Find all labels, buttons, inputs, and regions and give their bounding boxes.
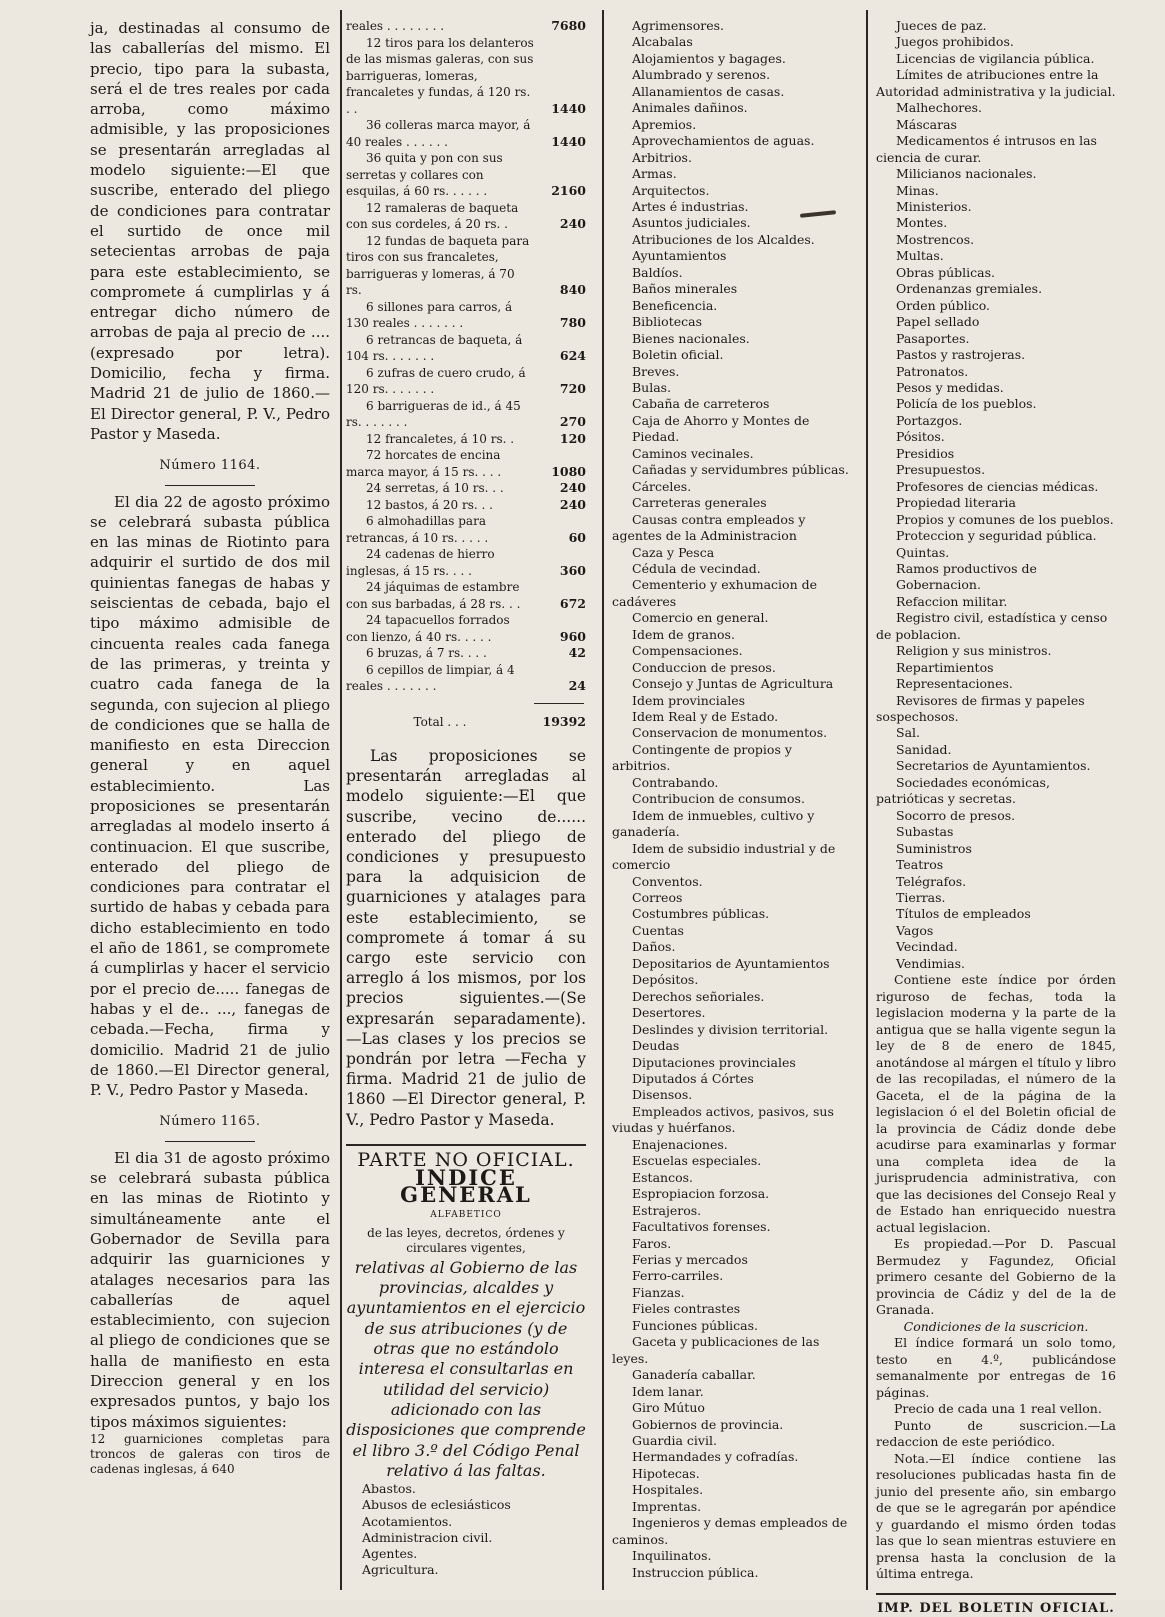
index-entry: Sal. [896,725,920,741]
index-entry: Portazgos. [896,412,963,428]
price-description: 6 barrigueras de id., á 45 rs. . . . . . . [346,398,521,429]
price-amount: 60 [568,529,586,545]
index-entry: Allanamientos de casas. [632,83,785,99]
index-entry: Cárceles. [632,478,692,494]
price-description: 6 almohadillas para retrancas, á 10 rs. . . . . [346,514,489,545]
total-value: 19392 [542,713,586,729]
index-entry: Asuntos judiciales. [632,215,751,231]
index-entry: Agricultura. [362,1562,439,1578]
index-entry: Comercio en general. [632,610,769,626]
price-description: 24 cadenas de hierro inglesas, á 15 rs. . . . [346,547,495,578]
column-rule [340,10,342,1590]
index-entry: Vendimias. [896,955,966,971]
price-row [346,200,586,233]
index-entry: Pastos y rastrojeras. [896,347,1026,363]
index-entry: Pesos y medidas. [896,379,1004,395]
price-description: 6 cepillos de limpiar, á 4 reales . . . . . . . [346,662,515,693]
index-entry: Refaccion militar. [896,593,1008,609]
printer-imprint: IMP. DEL BOLETIN OFICIAL. [876,1593,1116,1617]
index-entry: Ayuntamientos [632,248,727,264]
price-amount: 780 [559,315,586,330]
index-entry: Disensos. [632,1087,693,1103]
index-entry: Agentes. [362,1545,418,1561]
index-entry: Fianzas. [632,1284,685,1300]
price-row [346,579,586,612]
index-entry: Compensaciones. [632,643,743,659]
index-entry: Ramos productivos de Gobernacion. [896,560,1037,593]
index-list [612,18,852,1581]
index-entry: Subastas [896,824,954,840]
index-entry: Desertores. [632,1005,706,1021]
index-entry: Hipotecas. [632,1465,700,1481]
price-amount: 270 [559,414,586,429]
price-amount: 24 [568,678,586,693]
price-row [346,513,586,546]
index-entry: Límites de atribuciones entre la Autoridad administrativa y la judicial. [876,67,1116,99]
index-contents-paragraph: Contiene este índice por órden riguroso de fechas, toda la legislacion moderna y la parte de la antigua que se halla vigente segun la ley de 8 de enero de 1845, anotándose al márgen el título y libro de las recopiladas, el número de la Gaceta, el de la página de la legislacion ó el del Boletin oficial de la provincia de Cádiz donde debe acudirse para examinarlas y formar una completa idea de la jurisprudencia administrativa, con que las decisiones del Consejo Real y de Estado han enriquecido nuestra actual legislacion. [876,972,1116,1235]
price-list [346,18,586,695]
price-description: 36 quita y pon con sus serretas y collares con esquilas, á 60 rs. . . . . . [346,151,503,198]
index-entry: Conservacion de monumentos. [632,725,828,741]
index-entry: Instruccion pública. [632,1564,759,1580]
index-entry: Suministros [896,840,972,856]
index-entry: Profesores de ciencias médicas. [896,478,1099,494]
index-entry: Imprentas. [632,1498,702,1514]
index-entry: Conduccion de presos. [632,659,776,675]
index-entry: Enajenaciones. [632,1136,728,1152]
total-row [346,714,586,731]
index-entry: Contrabando. [632,774,719,790]
price-row [346,18,586,35]
index-entry: Carreteras generales [632,495,767,511]
index-entry: Propiedad literaria [896,495,1017,511]
index-entry: Bulas. [632,379,672,395]
notice-paragraph: El dia 22 de agosto próximo se celebrará subasta pública en las minas de Riotinto para adquirir el surtido de dos mil quinientas fanegas de habas y seiscientas de cebada, bajo el tipo máximo admisible de cincuenta reales cada fanega de las primeras, y treinta y cuatro cada fanega de la segunda, con sujecion al pliego de condiciones que se halla de manifiesto en esta Direccion general y en aquel establecimiento. Las proposiciones se presentarán arregladas al modelo inserto á continuacion. El que suscribe, enterado del pliego de condiciones para contratar el surtido de habas y cebada para dicho establecimiento en todo el año de 1861, se compromete á cumplirlas y hacer el servicio por el precio de..... fanegas de habas y el de.. ..., fanegas de cebada.—Fecha, firma y domicilio. Madrid 21 de julio de 1860.—El Director general, P. V., Pedro Pastor y Maseda. [90,492,330,1100]
notice-number: Número 1165. [159,1114,261,1130]
notice-paragraph: ja, destinadas al consumo de las caballerías del mismo. El precio, tipo para la subasta, será el de tres reales por cada arroba, como máximo admisible, y las proposiciones se presentarán arregladas al modelo siguiente:—El que suscribe, enterado del pliego de condiciones para contratar el surtido de once mil setecientas arrobas de paja para este establecimiento, se compromete á cumplirlas y á entregar dicho número de arrobas de paja al precio de .... (expresado por letra). Domicilio, fecha y firma. Madrid 21 de julio de 1860.—El Director general, P. V., Pedro Pastor y Maseda. [90,19,330,443]
price-row [346,365,586,398]
index-entry: Milicianos nacionales. [896,166,1037,182]
model-paragraph: Las proposiciones se presentarán arregladas al modelo siguiente:—El que suscribe, vecino de...... enterado del pliego de condiciones y presupuesto para la adquisicion de guarniciones y atalages para este establecimiento, se compromete á tomar á su cargo este servicio con arreglo á los mismos, por los precios siguientes.—(Se expresarán separadamente).—Las clases y los precios se pondrán por letra —Fecha y firma. Madrid 21 de julio de 1860 —El Director general, P. V., Pedro Pastor y Maseda. [346,747,586,1129]
price-paragraph: Precio de cada una 1 real vellon. [894,1401,1102,1417]
price-description: 6 sillones para carros, á 130 reales . . . . . . . [346,299,513,330]
index-entry: Apremios. [632,116,697,132]
index-entry: Presupuestos. [896,462,986,478]
price-row [346,332,586,365]
price-amount: 624 [559,348,586,363]
index-entry: Animales dañinos. [632,100,748,116]
section-rule [346,1144,586,1146]
index-entry: Quintas. [896,544,950,560]
index-entry: Deslindes y division territorial. [632,1021,829,1037]
ownership-paragraph: Es propiedad.—Por D. Pascual Bermudez y Fagundez, Oficial primero cesante del Gobierno de la provincia de Cádiz y del de la de Granada. [876,1236,1116,1318]
column-4 [876,18,1116,1616]
price-amount: 960 [559,628,586,644]
index-entry: Idem Real y de Estado. [632,709,779,725]
index-entry: Alcabalas [632,34,693,50]
index-entry: Baldíos. [632,264,683,280]
price-description: 6 retrancas de baqueta, á 104 rs. . . . . . . [346,332,523,363]
index-entry: Administracion civil. [362,1529,493,1545]
index-entry: Depositarios de Ayuntamientos [632,955,830,971]
index-entry: Idem provinciales [632,692,746,708]
index-entry: Alumbrado y serenos. [632,67,771,83]
price-row [346,612,586,645]
price-description: 6 bruzas, á 7 rs. . . . [366,646,487,660]
price-amount: 240 [559,496,586,512]
index-entry: Giro Mútuo [632,1400,705,1416]
index-entry: Caminos vecinales. [632,445,754,461]
index-entry: Máscaras [896,116,957,132]
price-amount: 720 [559,381,586,396]
index-entry: Alojamientos y bagages. [632,50,786,66]
index-subtitle: ALFABETICO [430,1210,502,1221]
index-entry: Gaceta y publicaciones de las leyes. [612,1334,820,1366]
price-amount: 1440 [551,133,586,149]
price-amount: 120 [559,430,586,446]
subscription-point-paragraph: Punto de suscricion.—La redaccion de este periódico. [876,1417,1116,1450]
index-entry: Medicamentos é intrusos en las ciencia de curar. [876,133,1097,165]
index-entry: Sanidad. [896,741,952,757]
price-description: 12 ramaleras de baqueta con sus cordeles, á 20 rs. . [346,200,519,231]
price-amount: 360 [559,562,586,578]
index-entry: Ordenanzas gremiales. [896,281,1043,297]
index-entry: Cañadas y servidumbres públicas. [632,462,849,478]
price-description: 12 francaletes, á 10 rs. . [366,431,515,446]
index-entry: Representaciones. [896,676,1013,692]
index-entry: Estancos. [632,1169,693,1185]
index-entry: Funciones públicas. [632,1317,759,1333]
index-entry: Idem de inmuebles, cultivo y ganadería. [612,807,815,840]
index-entry: Ministerios. [896,198,972,214]
index-entry: Policía de los pueblos. [896,396,1037,412]
conditions-paragraph: El índice formará un solo tomo, testo en 4.º, publicándose semanalmente por entregas de 16 páginas. [876,1335,1116,1400]
index-entry: Pasaportes. [896,330,970,346]
index-entry: Faros. [632,1235,672,1251]
price-row [346,431,586,448]
index-entry: Telégrafos. [896,873,967,889]
price-row [346,398,586,431]
index-entry: Bienes nacionales. [632,330,750,346]
price-description: 12 bastos, á 20 rs. . . [366,497,493,512]
price-description: 6 zufras de cuero crudo, á 120 rs. . . . . . . [346,365,526,396]
index-entry: Contribucion de consumos. [632,791,805,807]
price-row [346,447,586,480]
index-entry: Artes é industrias. [632,198,749,214]
price-row [346,35,586,118]
index-entry: Mostrencos. [896,231,975,247]
short-rule [165,1141,255,1142]
index-entry: Hermandades y cofradías. [632,1449,799,1465]
index-entry: Orden público. [896,297,990,313]
index-entry: Repartimientos [896,659,994,675]
index-entry: Idem de granos. [632,626,735,642]
index-entry: Empleados activos, pasivos, sus viudas y huérfanos. [612,1103,834,1136]
column-2 [346,18,586,1590]
index-entry: Gobiernos de provincia. [632,1416,784,1432]
index-entry: Licencias de vigilancia pública. [896,50,1095,66]
index-entry: Propios y comunes de los pueblos. [896,511,1114,527]
index-list [876,18,1116,972]
index-entry: Ingenieros y demas empleados de caminos. [612,1515,848,1547]
price-description: 12 tiros para los delanteros de las mismas galeras, con sus barrigueras, lomeras, francaletes y fundas, á 120 rs. . . [346,35,534,116]
price-row [346,546,586,579]
index-entry: Obras públicas. [896,264,995,280]
index-entry: Costumbres públicas. [632,906,770,922]
index-entry: Agrimensores. [632,18,725,33]
index-entry: Vagos [896,922,934,938]
index-list [362,1481,586,1578]
index-entry: Teatros [896,857,944,873]
index-entry: Papel sellado [896,314,980,330]
price-description: 72 horcates de encina marca mayor, á 15 rs. . . . [346,448,502,479]
index-entry: Daños. [632,939,676,955]
index-entry: Facultativos forenses. [632,1219,771,1235]
index-entry: Atribuciones de los Alcaldes. [632,231,815,247]
index-entry: Baños minerales [632,281,738,297]
price-row [346,299,586,332]
index-entry: Títulos de empleados [896,906,1031,922]
index-entry: Inquilinatos. [632,1548,712,1564]
index-entry: Idem lanar. [632,1383,704,1399]
price-amount: 2160 [551,183,586,198]
price-item: 12 guarniciones completas para troncos de galeras con tiros de cadenas inglesas, á 640 [90,1431,330,1476]
index-entry: Hospitales. [632,1482,704,1498]
index-entry: Conventos. [632,873,703,889]
index-entry: Armas. [632,166,677,182]
price-description: reales . . . . . . . . [346,19,445,33]
index-entry: Consejo y Juntas de Agricultura [632,676,834,692]
price-row [346,117,586,150]
index-entry: Abusos de eclesiásticos [362,1497,511,1513]
index-entry: Escuelas especiales. [632,1153,762,1169]
index-entry: Secretarios de Ayuntamientos. [896,758,1091,774]
price-row [346,662,586,695]
index-entry: Caja de Ahorro y Montes de Piedad. [632,412,810,445]
index-entry: Presidios [896,445,955,461]
conditions-heading: Condiciones de la suscricion. [903,1318,1089,1334]
index-entry: Aprovechamientos de aguas. [632,133,815,149]
price-description: 36 colleras marca mayor, á 40 reales . . . . . . [346,118,531,149]
price-row [346,233,586,299]
price-row [346,480,586,497]
index-entry: Arbitrios. [632,149,692,165]
index-entry: Pósitos. [896,429,945,445]
index-entry: Correos [632,890,683,906]
price-description: 24 serretas, á 10 rs. . . [366,481,504,495]
index-description: de las leyes, decretos, órdenes y circulares vigentes, [367,1225,565,1255]
index-entry: Diputaciones provinciales [632,1054,796,1070]
price-description: 24 jáquimas de estambre con sus barbadas, á 28 rs. . . [346,580,521,611]
notice-number: Número 1164. [159,458,261,474]
price-description: 12 fundas de baqueta para tiros con sus francaletes, barrigueras y lomeras, á 70 rs. [346,233,530,297]
price-row [346,497,586,514]
column-1 [90,18,330,1590]
price-row [346,645,586,662]
price-amount: 1440 [551,100,586,116]
section-heading: PARTE NO OFICIAL. [357,1148,575,1171]
index-entry: Cuentas [632,922,684,938]
index-entry: Contingente de propios y arbitrios. [612,741,792,774]
index-entry: Breves. [632,363,680,379]
index-entry: Derechos señoriales. [632,988,765,1004]
index-entry: Ferro-carriles. [632,1268,724,1284]
price-amount: 1080 [551,463,586,479]
note-paragraph: Nota.—El índice contiene las resoluciones publicadas hasta fin de junio del presente año, sin embargo de que se le agregarán por apéndice y guardando el mismo órden todas las que lo sean mientras estuviere en prensa hasta la conclusion de la última entrega. [876,1450,1116,1582]
price-amount: 240 [559,480,586,495]
price-row [346,150,586,200]
index-entry: Ferias y mercados [632,1251,748,1267]
index-entry: Diputados á Córtes [632,1071,754,1086]
index-entry: Montes. [896,215,948,231]
index-entry: Guardia civil. [632,1432,717,1448]
price-amount: 42 [568,645,586,660]
index-entry: Ganadería caballar. [632,1367,756,1383]
index-entry: Fieles contrastes [632,1301,741,1317]
price-amount: 7680 [551,18,586,33]
index-entry: Juegos prohibidos. [896,34,1014,50]
short-rule [165,485,255,486]
price-description: 24 tapacuellos forrados con lienzo, á 40 rs. . . . . [346,613,510,644]
index-entry: Malhechores. [896,100,983,116]
price-amount: 240 [559,216,586,231]
index-entry: Revisores de firmas y papeles sospechosos. [876,692,1085,725]
index-entry: Caza y Pesca [632,544,715,560]
notice-paragraph: El dia 31 de agosto próximo se celebrará subasta pública en las minas de Riotinto y simultáneamente ante el Gobernador de Sevilla para adquirir las guarniciones y atalages necesarios para las caballerías de aquel establecimiento, con sujecion al pliego de condiciones que se halla de manifiesto en esta Direccion general y en los expresados puntos, y bajo los tipos máximos siguientes: [90,1148,330,1431]
index-entry: Cabaña de carreteros [632,396,770,412]
index-entry: Idem de subsidio industrial y de comercio [612,840,836,873]
column-rule [866,10,868,1590]
index-entry: Beneficencia. [632,297,718,313]
index-entry: Patronatos. [896,363,969,379]
index-entry: Registro civil, estadística y censo de poblacion. [876,610,1108,642]
index-entry: Religion y sus ministros. [896,643,1052,659]
index-entry: Cementerio y exhumacion de cadáveres [612,577,817,609]
index-entry: Vecindad. [896,939,958,955]
index-entry: Jueces de paz. [896,18,987,33]
index-entry: Acotamientos. [362,1513,453,1529]
index-entry: Multas. [896,248,944,264]
total-label: Total . . . [413,714,467,729]
index-entry: Estrajeros. [632,1202,702,1218]
index-entry: Proteccion y seguridad pública. [896,528,1097,544]
index-entry: Minas. [896,182,939,198]
index-entry: Socorro de presos. [896,807,1016,823]
index-entry: Causas contra empleados y agentes de la Administracion [612,511,806,544]
index-entry: Deudas [632,1038,680,1054]
total-rule [534,703,584,704]
index-entry: Arquitectos. [632,182,710,198]
index-entry: Bibliotecas [632,314,702,330]
price-amount: 840 [559,282,586,297]
column-3 [612,18,852,1590]
index-title: INDICE GENERAL [400,1165,532,1207]
index-italic-description: relativas al Gobierno de las provincias, alcaldes y ayuntamientos en el ejercicio de sus atribuciones (y de otras que no estándolo interesa el consultarlas en utilidad del servicio) adicionado con las disposiciones que comprende el libro 3.º del Código Penal relativo á las faltas. [346,1257,586,1480]
index-entry: Tierras. [896,890,946,906]
index-entry: Espropiacion forzosa. [632,1186,770,1202]
index-entry: Cédula de vecindad. [632,560,761,576]
index-entry: Depósitos. [632,972,699,988]
index-entry: Boletin oficial. [632,347,724,363]
index-entry: Abastos. [362,1481,416,1497]
column-rule [602,10,604,1590]
price-amount: 672 [559,595,586,611]
index-entry: Sociedades económicas, patrióticas y secretas. [876,774,1050,807]
